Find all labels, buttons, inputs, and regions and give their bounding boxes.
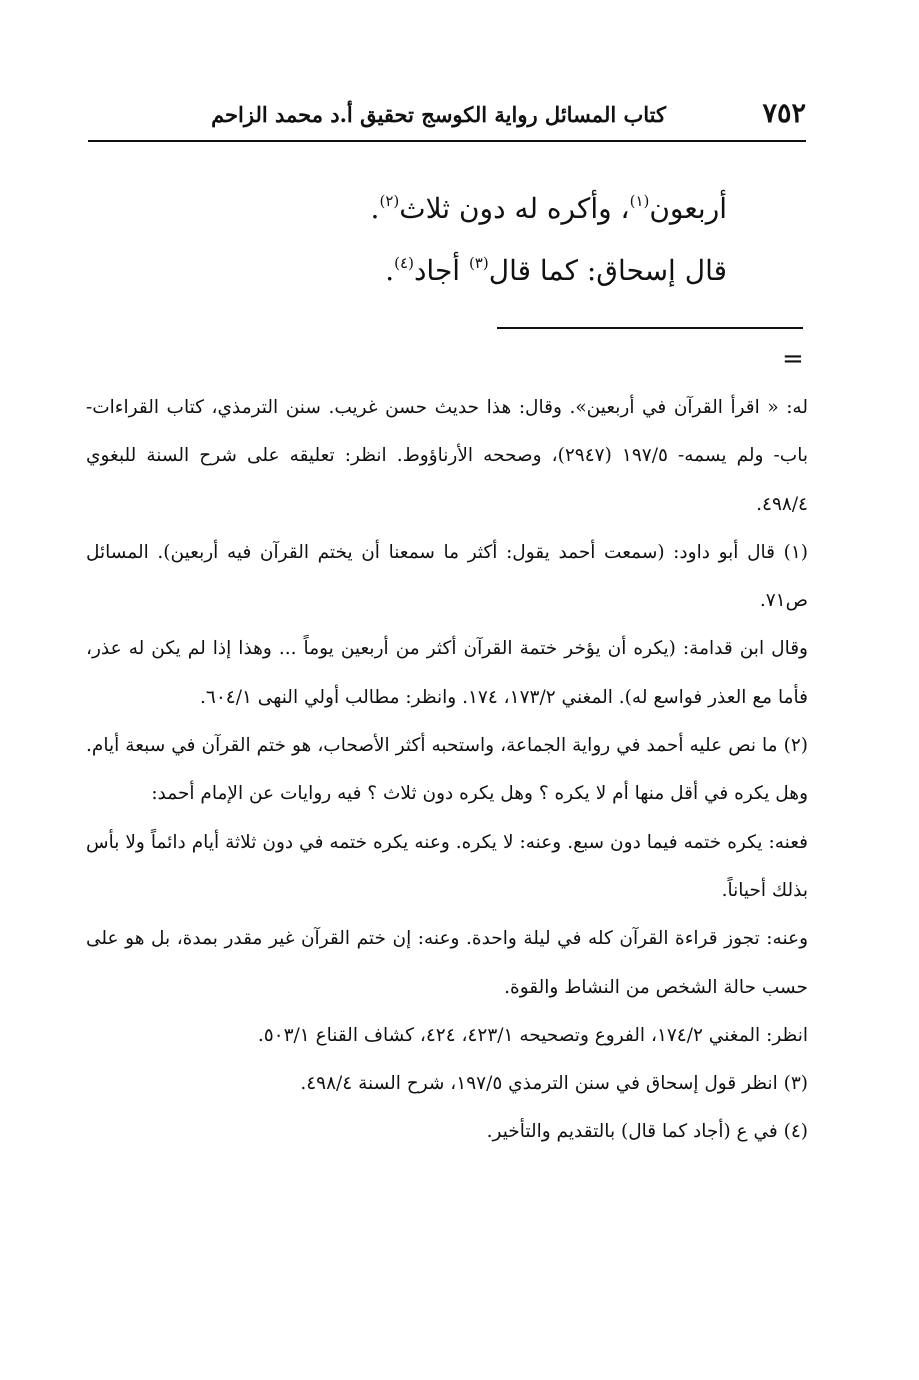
footnote-separator (497, 327, 803, 329)
footnote-2-paragraph: وعنه: تجوز قراءة القرآن كله في ليلة واحدة. وعنه: إن ختم القرآن غير مقدر بمدة، بل هو على حسب حالة الشخص من النشاط والقوة. (86, 928, 808, 998)
footnote-3: (٣) انظر قول إسحاق في سنن الترمذي ١٩٧/٥، شرح السنة ٤٩٨/٤. (300, 1073, 808, 1095)
footnote-ref-1: (١) (629, 192, 650, 210)
footnote-1: (١) قال أبو داود: (سمعت أحمد يقول: أكثر ما سمعنا أن يختم القرآن فيه أربعين). المسائل ص٧١. (86, 541, 808, 612)
main-text-segment: . (370, 192, 380, 225)
footnote-continuation: له: « اقرأ القرآن في أربعين». وقال: هذا حديث حسن غريب. سنن الترمذي، كتاب القراءات- باب- ولم يسمه- ١٩٧/٥ (٢٩٤٧)، وصححه الأرناؤوط. انظر: تعليقه على شرح السنة للبغوي ٤٩٨/٤. (86, 397, 808, 515)
footnote-ref-3: (٣) (468, 254, 489, 272)
main-text-segment: . (385, 254, 395, 287)
footnote-ref-2: (٢) (379, 192, 400, 210)
main-text-segment: أربعون (649, 192, 727, 225)
footnotes (86, 384, 808, 1157)
footnote-ref-4: (٤) (394, 254, 414, 272)
footnote-1-paragraph: وقال ابن قدامة: (يكره أن يؤخر ختمة القرآن أكثر من أربعين يوماً ... وهذا إذا لم يكن له عذر، فأما مع العذر فواسع له). المغني ١٧٣/٢، ١٧٤. وانظر: مطالب أولي النهى ٦٠٤/١. (86, 638, 808, 708)
main-text (167, 178, 727, 302)
footnote-2-paragraph: انظر: المغني ١٧٤/٢، الفروع وتصحيحه ٤٢٣/١، ٤٢٤، كشاف القناع ٥٠٣/١. (257, 1024, 808, 1046)
main-line-1 (167, 178, 727, 240)
header-rule (88, 140, 806, 142)
footnote-2-paragraph: فعنه: يكره ختمه فيما دون سبع. وعنه: لا يكره. وعنه يكره ختمه في دون ثلاثة أيام دائماً ولا بأس بذلك أحياناً. (86, 831, 808, 901)
main-text-segment: قال إسحاق: كما قال (488, 254, 727, 287)
main-text-segment: ، وأكره له دون ثلاث (399, 192, 630, 225)
footnote-2: (٢) ما نص عليه أحمد في رواية الجماعة، واستحبه أكثر الأصحاب، هو ختم القرآن في سبعة أيام. وهل يكره في أقل منها أم لا يكره ؟ وهل يكره دون ثلاث ؟ فيه روايات عن الإمام أحمد: (86, 735, 808, 805)
continuation-mark: = (782, 344, 804, 374)
running-title: كتاب المسائل رواية الكوسج تحقيق أ.د محمد الزاحم (211, 102, 666, 127)
main-text-segment: أجاد (413, 254, 469, 287)
footnote-4: (٤) في ع (أجاد كما قال) بالتقديم والتأخير. (486, 1121, 808, 1143)
main-line-2 (167, 240, 727, 302)
page-header (88, 92, 806, 136)
page-number: ٧٥٢ (762, 98, 806, 129)
